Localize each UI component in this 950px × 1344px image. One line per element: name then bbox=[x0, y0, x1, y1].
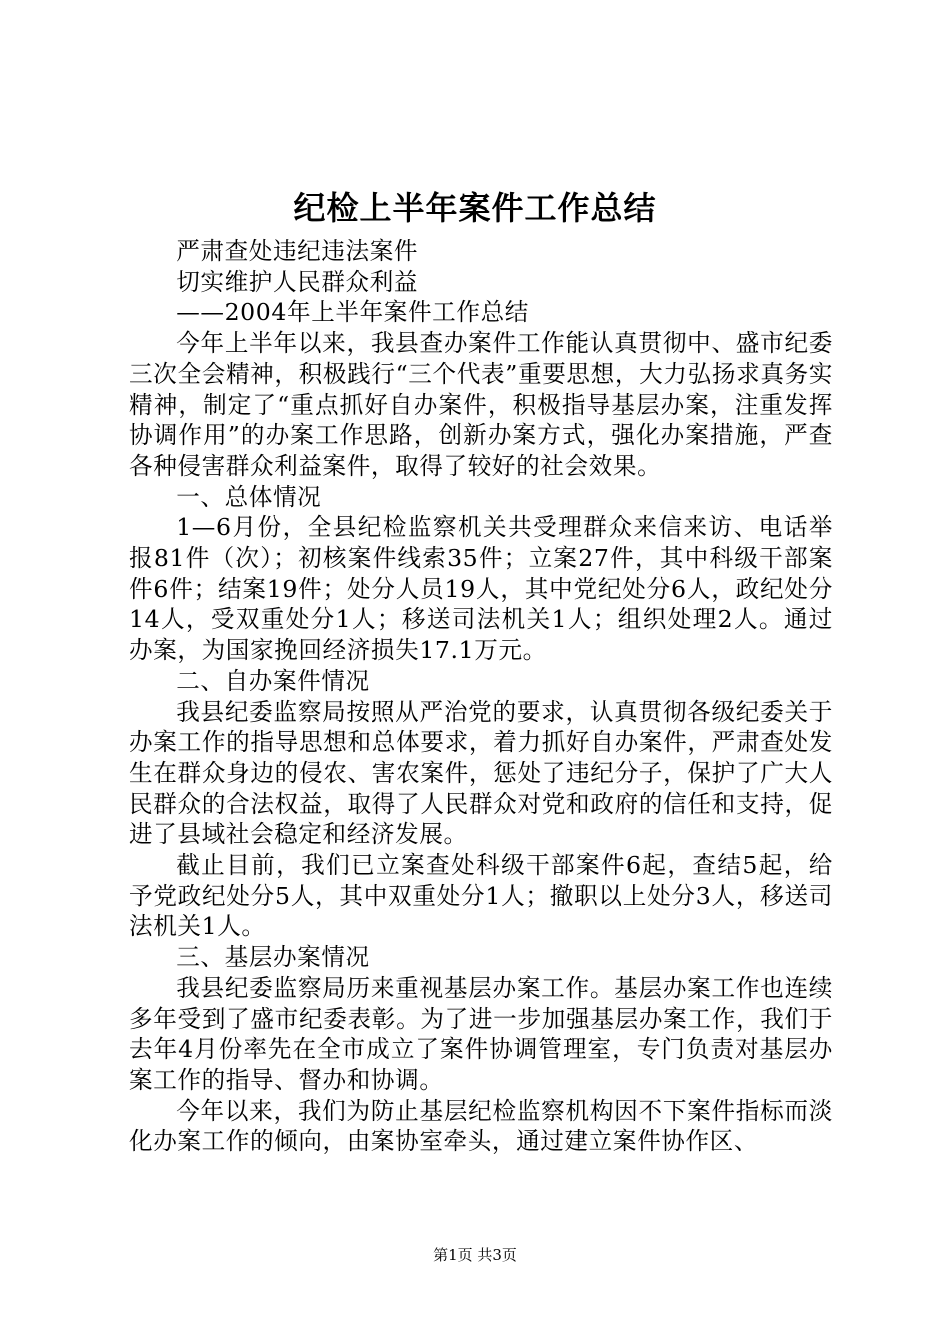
section-heading-grassroots: 三、基层办案情况 bbox=[176, 943, 370, 972]
paragraph-grassroots-continued: 今年以来，我们为防止基层纪检监察机构因不下案件指标而淡化办案工作的倾向，由案协室牵头，通过建立案件协作区、 bbox=[129, 1096, 833, 1156]
subtitle-line-1: 严肃查处违纪违法案件 bbox=[176, 237, 419, 265]
paragraph-overall: 1—6月份，全县纪检监察机关共受理群众来信来访、电话举报81件（次）；初核案件线索35件；立案27件，其中科级干部案件6件；结案19件；处分人员19人，其中党纪处分6人，政纪处分14人，受双重处分1人；移送司法机关1人；组织处理2人。通过办案，为国家挽回经济损失17.1万元。 bbox=[129, 513, 833, 665]
section-heading-self-cases: 二、自办案件情况 bbox=[176, 666, 370, 695]
paragraph-self-cases-stats: 截止目前，我们已立案查处科级干部案件6起，查结5起，给予党政纪处分5人，其中双重处分1人；撤职以上处分3人，移送司法机关1人。 bbox=[129, 851, 833, 941]
subtitle-line-2: 切实维护人民群众利益 bbox=[176, 267, 419, 296]
paragraph-intro: 今年上半年以来，我县查办案件工作能认真贯彻中、盛市纪委三次全会精神，积极践行“三个代表”重要思想，大力弘扬求真务实精神，制定了“重点抓好自办案件，积极指导基层办案，注重发挥协调作用”的办案工作思路，创新办案方式，强化办案措施，严查各种侵害群众利益案件，取得了较好的社会效果。 bbox=[129, 329, 833, 480]
paragraph-grassroots: 我县纪委监察局历来重视基层办案工作。基层办案工作也连续多年受到了盛市纪委表彰。为了进一步加强基层办案工作，我们于去年4月份率先在全市成立了案件协调管理室，专门负责对基层办案工作的指导、督办和协调。 bbox=[129, 973, 833, 1094]
document-title: 纪检上半年案件工作总结 bbox=[293, 189, 657, 227]
document-body bbox=[129, 236, 833, 1157]
paragraph-self-cases: 我县纪委监察局按照从严治党的要求，认真贯彻各级纪委关于办案工作的指导思想和总体要求，着力抓好自办案件，严肃查处发生在群众身边的侵农、害农案件，惩处了违纪分子，保护了广大人民群众的合法权益，取得了人民群众对党和政府的信任和支持，促进了县域社会稳定和经济发展。 bbox=[129, 697, 833, 849]
page-footer: 第1页 共3页 bbox=[433, 1246, 517, 1264]
subtitle-line-3: ——2004年上半年案件工作总结 bbox=[176, 298, 529, 327]
section-heading-overall: 一、总体情况 bbox=[176, 482, 322, 511]
